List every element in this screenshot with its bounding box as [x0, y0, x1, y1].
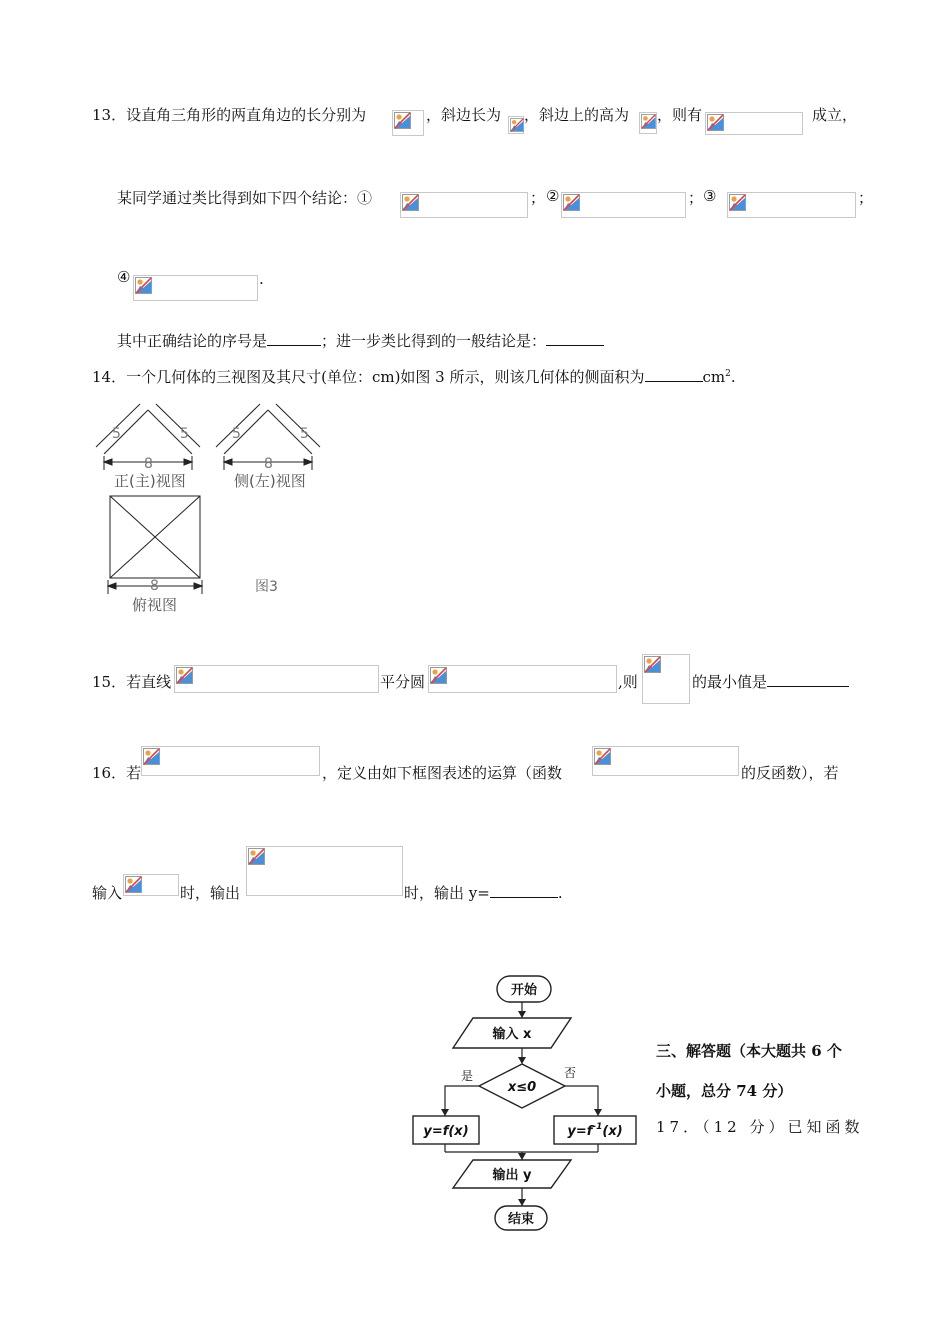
- q15-d: [692, 671, 849, 692]
- broken-image-icon: [133, 275, 258, 301]
- slant-length-label: 5: [300, 426, 309, 442]
- q16-c: 的反函数），若: [741, 764, 839, 782]
- q13-line4: [117, 330, 604, 351]
- front-view-label: 正(主)视图: [114, 472, 186, 490]
- section3-title-2: 小题，总分 74 分）: [656, 1082, 793, 1100]
- flowchart-right-base: y=f: [567, 1124, 593, 1139]
- slant-length-label: 5: [180, 426, 189, 442]
- broken-image-icon: [561, 192, 686, 218]
- broken-image-icon: [246, 846, 403, 896]
- q13-period: .: [259, 270, 264, 288]
- q13-intro: 13．设直角三角形的两直角边的长分别为: [92, 106, 367, 124]
- section3-title-1: 三、解答题（本大题共 6 个: [656, 1042, 842, 1060]
- answer-blank: [267, 331, 321, 346]
- broken-image-icon: [642, 654, 690, 704]
- flowchart-input-label: 输入 x: [492, 1027, 532, 1042]
- q15-b: 平分圆: [380, 673, 426, 691]
- q15-d-text: 的最小值是: [692, 673, 768, 691]
- q14-unit: cm: [702, 368, 726, 386]
- answer-blank: [767, 672, 849, 687]
- q15-a: 15．若直线: [92, 673, 172, 691]
- broken-image-icon: [174, 665, 379, 693]
- q13-then: ，则有: [657, 106, 703, 124]
- top-view-label: 俯视图: [132, 596, 178, 614]
- flowchart-right-tail: (x): [602, 1124, 623, 1139]
- q13-semicolon: ；: [858, 189, 874, 207]
- q13-line4-a: 其中正确结论的序号是: [117, 332, 268, 350]
- q13-line4-b: ；进一步类比得到的一般结论是：: [321, 332, 547, 350]
- broken-image-icon: [428, 665, 617, 693]
- broken-image-icon: [592, 746, 739, 776]
- q14-line: [92, 366, 736, 387]
- flowchart-start-label: 开始: [510, 983, 538, 998]
- flowchart-right-sup: -1: [592, 1122, 603, 1132]
- broken-image-icon: [705, 112, 803, 135]
- q14-period: .: [730, 368, 736, 386]
- q13-circ2: ②: [546, 187, 560, 205]
- q13-circ4: ④: [117, 268, 131, 286]
- broken-image-icon: [639, 112, 657, 134]
- flowchart: [405, 968, 645, 1238]
- flowchart-yes-label: 是: [460, 1069, 474, 1083]
- q15-c: ,则: [618, 673, 638, 691]
- answer-blank: [546, 331, 604, 346]
- base-length-label: 8: [264, 456, 273, 472]
- q13-height: ，斜边上的高为: [524, 106, 630, 124]
- flowchart-condition-label: x≤0: [507, 1080, 537, 1095]
- broken-image-icon: [123, 874, 179, 896]
- q14-text: 14．一个几何体的三视图及其尺寸(单位：cm)如图 3 所示，则该几何体的侧面积为: [92, 368, 645, 386]
- answer-blank: [490, 883, 558, 898]
- base-length-label: 8: [150, 578, 159, 594]
- broken-image-icon: [400, 192, 528, 218]
- broken-image-icon: [392, 110, 424, 136]
- q16-e: 时，输出: [180, 884, 241, 902]
- base-length-label: 8: [144, 456, 153, 472]
- q16-f-line: [404, 882, 563, 903]
- figure-label: 图3: [255, 579, 278, 595]
- slant-length-label: 5: [112, 426, 121, 442]
- q13-line2-intro: 某同学通过类比得到如下四个结论：①: [117, 189, 373, 207]
- q16-f: 时，输出 y=: [404, 884, 490, 902]
- side-view-label: 侧(左)视图: [234, 472, 306, 490]
- q13-circ3: ③: [703, 187, 717, 205]
- answer-blank: [645, 367, 703, 382]
- q16-a: 16．若: [92, 764, 142, 782]
- q13-hyp: ，斜边长为: [426, 106, 502, 124]
- q13-line1: [92, 104, 366, 125]
- flowchart-left-label: y=f(x): [423, 1124, 469, 1139]
- three-view-figure: [90, 398, 340, 620]
- q13-semicolon: ；: [688, 189, 704, 207]
- broken-image-icon: [141, 746, 320, 776]
- q13-semicolon: ；: [530, 189, 546, 207]
- q13-holds: 成立，: [812, 106, 858, 124]
- flowchart-output-label: 输出 y: [492, 1168, 532, 1183]
- q14-unit-sup: 2: [725, 369, 731, 379]
- slant-length-label: 5: [232, 426, 241, 442]
- q17-text: 17．（12 分）已知函数: [656, 1118, 864, 1136]
- flowchart-no-label: 否: [563, 1066, 577, 1080]
- q16-d: 输入: [92, 884, 123, 902]
- broken-image-icon: [727, 192, 856, 218]
- q16-g: .: [557, 884, 563, 902]
- q16-b: ，定义由如下框图表述的运算（函数: [322, 764, 563, 782]
- flowchart-end-label: 结束: [507, 1212, 535, 1227]
- broken-image-icon: [508, 116, 524, 134]
